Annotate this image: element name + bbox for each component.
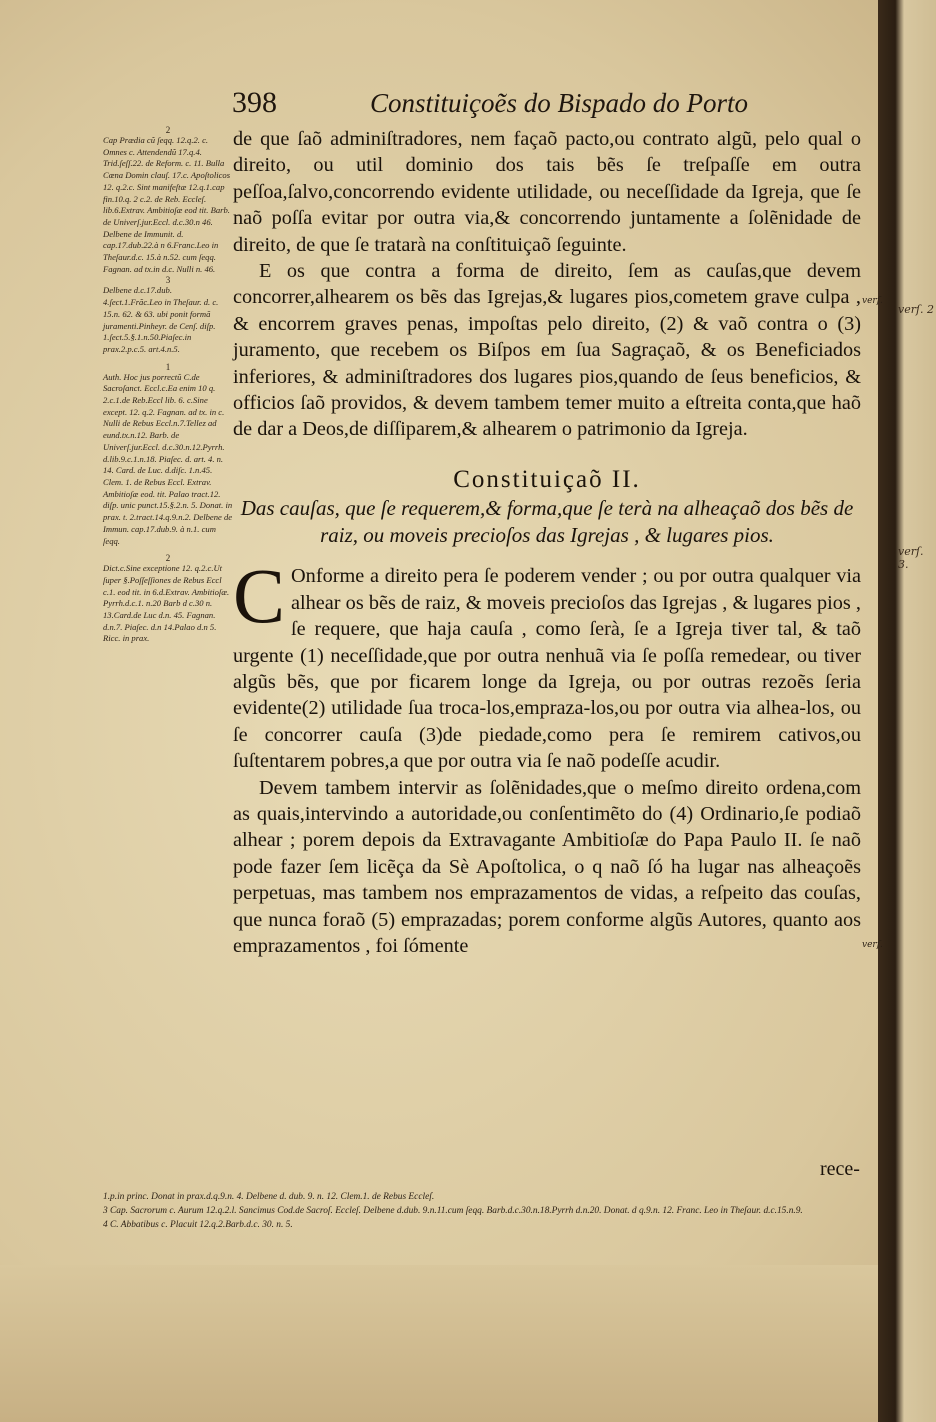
right-margin-note: verſ. [862,296,883,306]
margin-note: Delbene d.c.17.dub. 4.ſect.1.Frãc.Leo in Theſaur. d. c. 15.n. 62. & 63. ubi ponit formã juramenti.Pinheyr. de Cenſ. diſp. 1.ſect.5.§.1.n.50.Piaſec.in prax.2.p.c.5. art.4.n.5. [103,285,219,354]
page-number: 398 [232,86,277,119]
margin-note-number: 3 [165,275,171,286]
page-bottom-margin [0,1265,936,1422]
catchword: rece- [820,1158,860,1180]
margin-note-number: 1 [165,361,171,372]
margin-note-number: 2 [165,553,171,564]
footnote: 1.p.in princ. Donat in prax.d.q.9.n. 4. Delbene d. dub. 9. n. 12. Clem.1. de Rebus Eccleſ. [103,1192,435,1202]
page-edge-binding [878,0,936,1422]
footnote: 3 Cap. Sacrorum c. Aurum 12.q.2.l. Sancimus Cod.de Sacroſ. Eccleſ. Delbene d.dub. 9.n.11.cum ſeqq. Barb.d.c.30.n.18.Pyrrh d.n.20. Donat. d q.9.n. 12. Franc. Leo in Theſaur. d.c.15.n.9. [103,1206,803,1216]
margin-note: Auth. Hoc jus porrectũ C.de Sacroſanct. Eccl.c.Ea enim 10 q. 2.c.1.de Reb.Eccl lib. 6. c.Sine except. 12. q.2. Fagnan. ad tx. in c. Nulli de Rebus Eccl.n.7.Tellez ad eund.tx.n.12. Barb. de Univerſ.jur.Eccl. d.c.30.n.12.Pyrrh. d.lib.9.c.1.n.18. Piaſec. d. art. 4. n. 14. Card. de Luc. d.diſc. 1.n.45. Clem. 1. de Rebus Eccl. Extrav. Ambitioſæ eod. tit. Palao tract.12. diſp. unic punct.15.§.2.n. 5. Donat. in prax. t. 2.tract.14.q.9.n.2. Delbene de Immun. cap.17.dub.9. à n.1. cum ſeqq. [103,371,233,546]
margin-note: Dict.c.Sine exceptione 12. q.2.c.Ut ſuper §.Poſſeſſiones de Rebus Eccl c.1. eod tit. in 6.d.Extrav. Ambitioſæ. Pyrrh.d.c.1. n.20 Barb d c.30 n. 13.Card.de Luc d.n. 45. Fagnan. d.n.7. Piaſec. d.n 14.Palao d.n 5. Ricc. in prax. [103,563,230,644]
outer-margin-note: verſ. 2 [898,303,935,316]
outer-margin-note: verſ. 3. [898,545,924,571]
drop-cap: C [233,552,286,640]
paragraph: E os que contra a forma de direito, ſem as cauſas,que devem concorrer,alhearem os bẽs das Igrejas,& lugares pios,cometem grave culpa , & encorrem graves penas, impoſtas pelo direito, (2) & vaõ contra o (3) juramento, que recebem os Biſpos em ſua Sagraçaõ, & os Beneficiados inferiores, & adminiſtradores dos lugares pios,quando de ſeus beneficios, & officios ſaõ providos, & devem tambem temer muito a eſtreita conta,que haõ de dar a Deos,de diſſiparem,& alhearem o patrimonio da Igreja. [233,260,861,441]
paragraph: de que ſaõ adminiſtradores, nem façaõ pacto,ou contrato algũ, pelo qual o direito, ou util dominio dos tais bẽs ſe treſpaſſe em outra peſſoa,ſalvo,concorrendo evidente utilidade, ou neceſſidade da Igreja, que ſe naõ poſſa evitar por outra via,& concorrendo juntamente a ſolẽnidade de direito, de que ſe tratarà na conſtituiçaõ ſeguinte. [233,128,861,256]
page-header [0,86,880,126]
running-head: Constituiçoẽs do Bispado do Porto [370,88,748,118]
constitution-title: Constituiçaõ II. [453,465,641,493]
paragraph-text: Onforme a direito pera ſe poderem vender ; ou por outra qualquer via alhear os bẽs de raiz, & moveis precioſos das Igrejas , & lugares pios , ſe requere, que haja cauſa , como ſerà, ſe a Igreja tiver tal, & taõ urgente (1) neceſſidade,que por outra nenhuã via ſe poſſa remedear, ou tiver algũs bẽs, que por ficarem longe da Igreja, ou por outras rezoẽs ſeria evidente(2) utilidade ſua troca-los,empraza-los,ou por outra via alhea-los, ou ſe concorrer cauſa (3)de piedade,como pera ſe remirem cativos,ou ſuſtentarem pobres,a que por outra via ſe naõ podeſſe acudir. [233,565,861,773]
margin-notes [103,125,233,645]
margin-note: Cap Prædia cũ ſeqq. 12.q.2. c. Omnes c. Attendendũ 17.q.4. Trid.ſeſſ.22. de Reform. c. 11. Bulla Cœna Domin clauſ. 17.c. Apoſtolicos 12. q.2.c. Sint manifeſtæ 12.q.1.cap fin.10.q. 2 c.2. de Reb. Eccleſ. lib.6.Extrav. Ambitioſæ eod tit. Barb. de Univerſ.jur.Eccl. d.c.30.n 46. Delbene de Immunit. d. cap.17.dub.22.à n 6.Franc.Leo in Theſaur.d.c. 15.à n.52. cum ſeqq. Fagnan. ad tx.in d.c. Nulli n. 46. [103,135,231,274]
margin-note-number: 2 [165,125,171,135]
footnote: 4 C. Abbatibus c. Placuit 12.q.2.Barb.d.c. 30. n. 5. [103,1220,293,1230]
constitution-subtitle: Das cauſas, que ſe requerem,& forma,que ſe terà na alheaçaõ dos bẽs de raiz, ou moveis precioſos das Igrejas , & lugares pios. [240,496,854,548]
right-margin-note: verſ. [862,940,883,950]
paragraph [233,552,861,774]
footnotes [103,1190,871,1232]
main-text [233,126,861,959]
paragraph: Devem tambem intervir as ſolẽnidades,que o meſmo direito ordena,com as quais,intervindo a autoridade,ou conſentimẽto do (4) Ordinario,ſe podiaõ alhear ; porem depois da Extravagante Ambitioſæ do Papa Paulo II. ſe naõ pode fazer ſem licẽça da Sè Apoſtolica, o q naõ ſó ha lugar nas alheaçoẽs perpetuas, mas tambem nos emprazamentos de vidas, a reſpeito das couſas, que nunca foraõ (5) emprazadas; porem conforme algũs Autores, quanto aos emprazamentos , foi ſómente [233,776,861,957]
